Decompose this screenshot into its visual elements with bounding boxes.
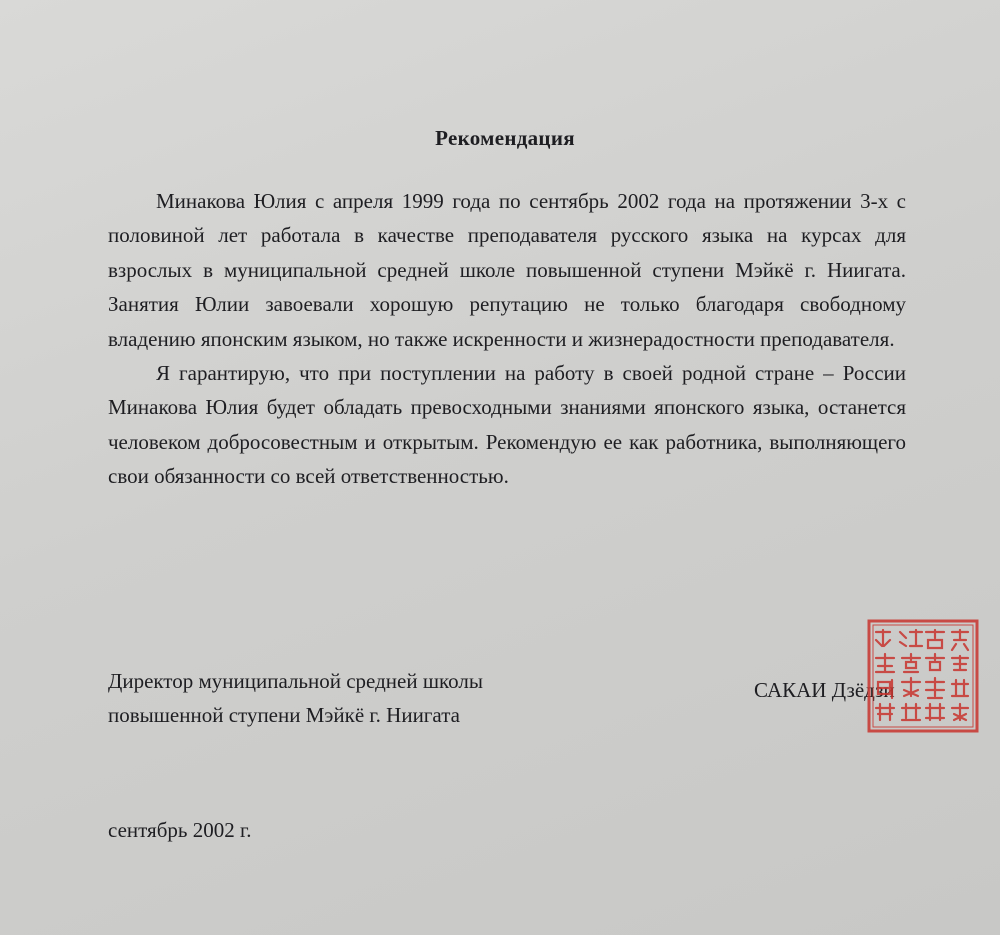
paragraph-1: Минакова Юлия с апреля 1999 года по сентябрь 2002 года на протяжении 3-х с половиной лет работала в качестве преподавателя русского языка на курсах для взрослых в муниципальной средней школе повышенной ступени Мэйкё г. Ниигата. Занятия Юлии завоевали хорошую репутацию не только благодаря свободному владению японским языком, но также искренности и жизнерадостности преподавателя. [108, 189, 906, 351]
signer-position [108, 664, 483, 732]
signer-position-line-2: повышенной ступени Мэйкё г. Ниигата [108, 703, 460, 727]
signer-position-line-1: Директор муниципальной средней школы [108, 669, 483, 693]
signer-name: САКАИ Дзёдзи [754, 678, 895, 702]
document-body [108, 184, 906, 494]
document-date: сентябрь 2002 г. [108, 818, 252, 842]
document-title: Рекомендация [435, 126, 575, 150]
paragraph-2: Я гарантирую, что при поступлении на работу в своей родной стране – России Минакова Юлия будет обладать превосходными знаниями японского языка, останется человеком добросовестным и открытым. Рекомендую ее как работника, выполняющего свои обязанности со всей ответственностью. [108, 361, 906, 489]
official-seal-icon [866, 618, 980, 734]
